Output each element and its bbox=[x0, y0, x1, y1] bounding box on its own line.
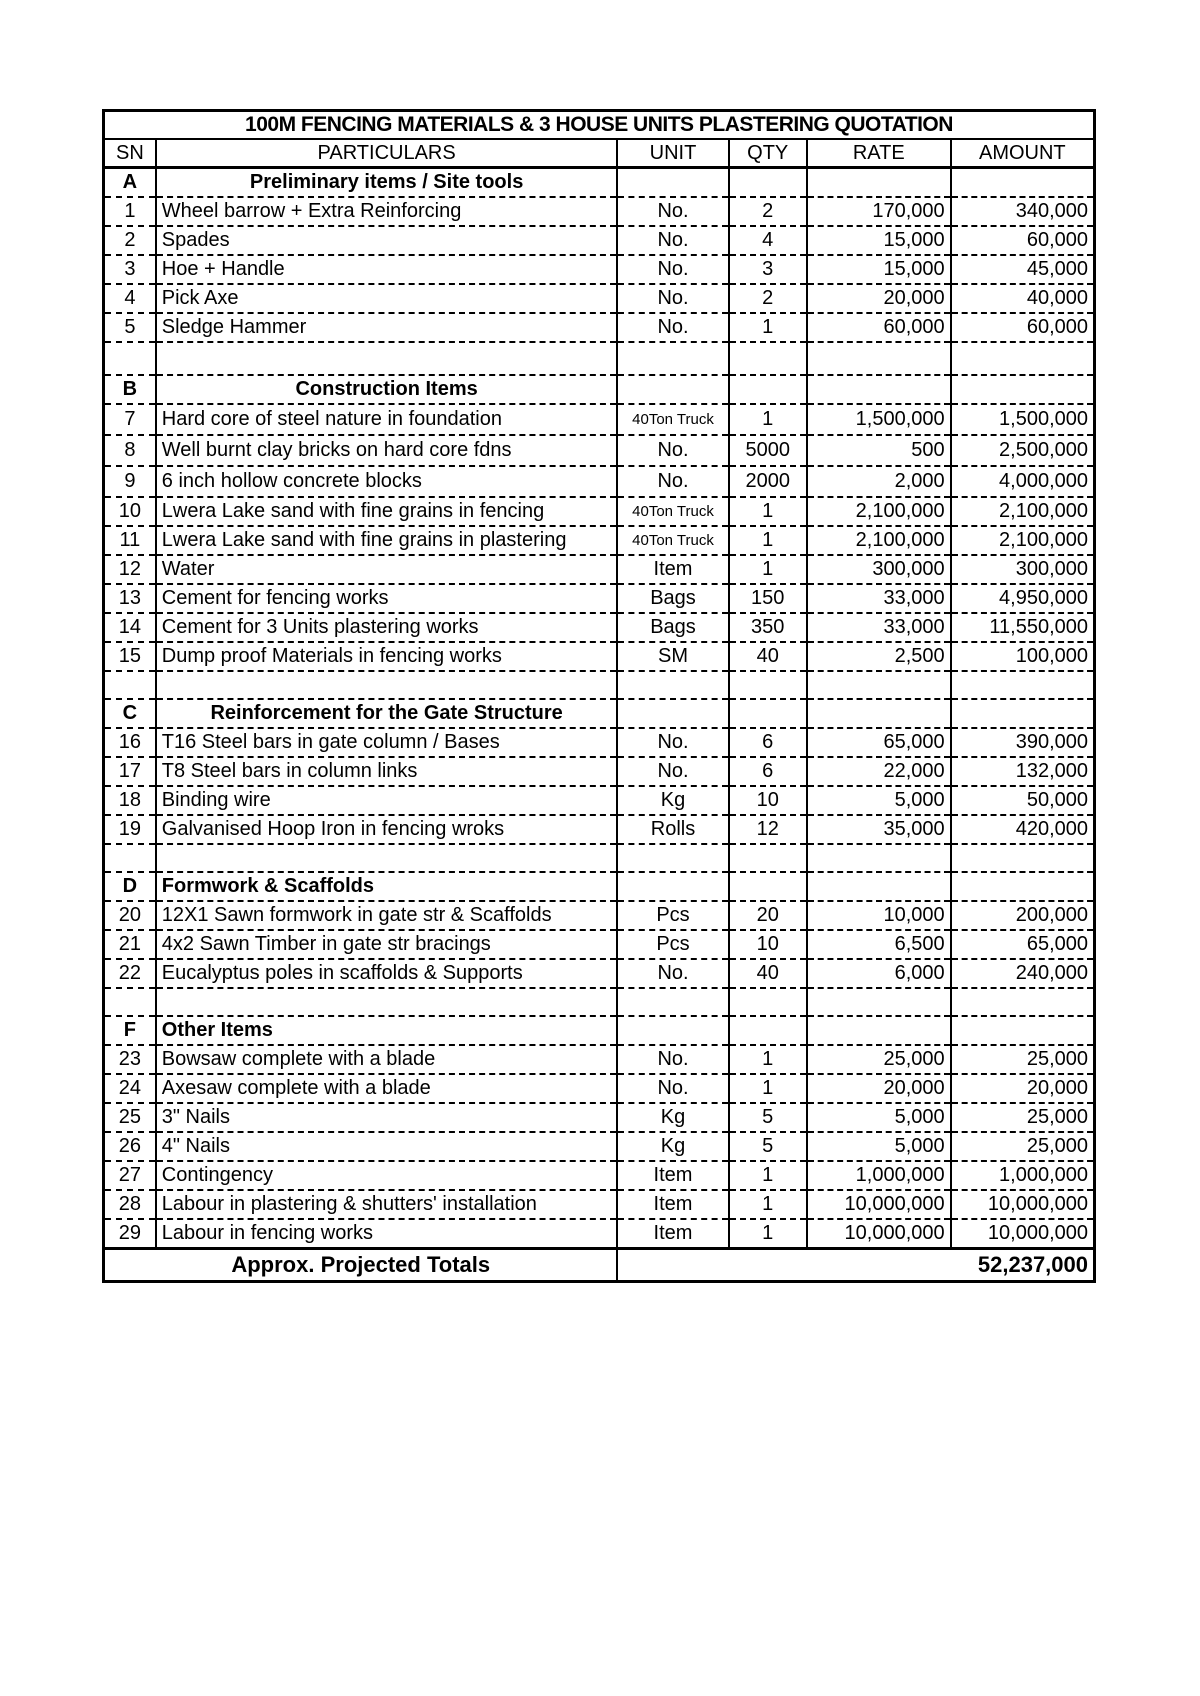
item-rate: 2,100,000 bbox=[807, 526, 951, 555]
item-particulars: Labour in fencing works bbox=[156, 1219, 618, 1249]
table-row bbox=[104, 786, 1095, 815]
item-sn: 24 bbox=[104, 1074, 156, 1103]
item-rate: 2,000 bbox=[807, 466, 951, 497]
table-row bbox=[104, 1103, 1095, 1132]
section-row-f bbox=[104, 1016, 1095, 1045]
item-particulars: Axesaw complete with a blade bbox=[156, 1074, 618, 1103]
blank-row bbox=[104, 342, 1095, 375]
item-rate: 2,500 bbox=[807, 642, 951, 671]
item-rate: 10,000,000 bbox=[807, 1219, 951, 1249]
item-sn: 17 bbox=[104, 757, 156, 786]
item-unit: No. bbox=[617, 255, 728, 284]
item-particulars: Lwera Lake sand with fine grains in fencing bbox=[156, 497, 618, 526]
item-particulars: Well burnt clay bricks on hard core fdns bbox=[156, 435, 618, 466]
table-row bbox=[104, 757, 1095, 786]
item-particulars: Cement for 3 Units plastering works bbox=[156, 613, 618, 642]
table-row bbox=[104, 728, 1095, 757]
header-qty: QTY bbox=[729, 139, 807, 168]
item-sn: 12 bbox=[104, 555, 156, 584]
item-unit: Pcs bbox=[617, 901, 728, 930]
item-sn: 2 bbox=[104, 226, 156, 255]
item-amount: 340,000 bbox=[951, 197, 1095, 226]
item-amount: 10,000,000 bbox=[951, 1219, 1095, 1249]
item-amount: 390,000 bbox=[951, 728, 1095, 757]
item-amount: 240,000 bbox=[951, 959, 1095, 988]
item-qty: 4 bbox=[729, 226, 807, 255]
item-unit: No. bbox=[617, 466, 728, 497]
item-rate: 15,000 bbox=[807, 255, 951, 284]
table-row bbox=[104, 1190, 1095, 1219]
table-row bbox=[104, 959, 1095, 988]
item-sn: 8 bbox=[104, 435, 156, 466]
item-qty: 6 bbox=[729, 757, 807, 786]
item-unit: No. bbox=[617, 757, 728, 786]
item-amount: 2,100,000 bbox=[951, 497, 1095, 526]
item-amount: 100,000 bbox=[951, 642, 1095, 671]
item-rate: 1,500,000 bbox=[807, 404, 951, 435]
item-unit: No. bbox=[617, 226, 728, 255]
item-qty: 12 bbox=[729, 815, 807, 844]
item-sn: 19 bbox=[104, 815, 156, 844]
table-row bbox=[104, 313, 1095, 342]
table-row bbox=[104, 435, 1095, 466]
item-amount: 200,000 bbox=[951, 901, 1095, 930]
item-rate: 20,000 bbox=[807, 1074, 951, 1103]
item-sn: 3 bbox=[104, 255, 156, 284]
item-unit: Kg bbox=[617, 786, 728, 815]
item-unit: Kg bbox=[617, 1103, 728, 1132]
item-particulars: Cement for fencing works bbox=[156, 584, 618, 613]
item-amount: 20,000 bbox=[951, 1074, 1095, 1103]
table-row bbox=[104, 1161, 1095, 1190]
item-unit: No. bbox=[617, 313, 728, 342]
item-amount: 65,000 bbox=[951, 930, 1095, 959]
table-row bbox=[104, 226, 1095, 255]
item-sn: 20 bbox=[104, 901, 156, 930]
item-amount: 40,000 bbox=[951, 284, 1095, 313]
item-unit: No. bbox=[617, 1045, 728, 1074]
item-rate: 60,000 bbox=[807, 313, 951, 342]
item-qty: 1 bbox=[729, 1074, 807, 1103]
table-row bbox=[104, 404, 1095, 435]
item-particulars: T16 Steel bars in gate column / Bases bbox=[156, 728, 618, 757]
item-qty: 40 bbox=[729, 642, 807, 671]
item-sn: 13 bbox=[104, 584, 156, 613]
item-sn: 23 bbox=[104, 1045, 156, 1074]
item-particulars: Pick Axe bbox=[156, 284, 618, 313]
blank-row bbox=[104, 844, 1095, 872]
table-row bbox=[104, 1132, 1095, 1161]
item-unit: Item bbox=[617, 1219, 728, 1249]
section-title: Preliminary items / Site tools bbox=[156, 168, 618, 198]
item-particulars: 4" Nails bbox=[156, 1132, 618, 1161]
table-row bbox=[104, 930, 1095, 959]
item-sn: 25 bbox=[104, 1103, 156, 1132]
item-sn: 22 bbox=[104, 959, 156, 988]
item-amount: 132,000 bbox=[951, 757, 1095, 786]
section-code: B bbox=[104, 375, 156, 404]
item-rate: 35,000 bbox=[807, 815, 951, 844]
item-unit: Rolls bbox=[617, 815, 728, 844]
item-sn: 7 bbox=[104, 404, 156, 435]
item-sn: 4 bbox=[104, 284, 156, 313]
item-rate: 5,000 bbox=[807, 1103, 951, 1132]
section-title: Construction Items bbox=[156, 375, 618, 404]
item-unit: SM bbox=[617, 642, 728, 671]
item-unit: No. bbox=[617, 284, 728, 313]
item-rate: 300,000 bbox=[807, 555, 951, 584]
item-amount: 2,100,000 bbox=[951, 526, 1095, 555]
item-particulars: Hoe + Handle bbox=[156, 255, 618, 284]
blank-row bbox=[104, 671, 1095, 699]
section-code: C bbox=[104, 699, 156, 728]
item-qty: 1 bbox=[729, 497, 807, 526]
item-qty: 2 bbox=[729, 284, 807, 313]
item-sn: 10 bbox=[104, 497, 156, 526]
item-rate: 6,000 bbox=[807, 959, 951, 988]
item-qty: 40 bbox=[729, 959, 807, 988]
item-sn: 11 bbox=[104, 526, 156, 555]
item-sn: 18 bbox=[104, 786, 156, 815]
item-sn: 26 bbox=[104, 1132, 156, 1161]
section-code: A bbox=[104, 168, 156, 198]
item-particulars: Water bbox=[156, 555, 618, 584]
section-title: Reinforcement for the Gate Structure bbox=[156, 699, 618, 728]
item-sn: 5 bbox=[104, 313, 156, 342]
item-unit: Bags bbox=[617, 613, 728, 642]
item-particulars: Labour in plastering & shutters' installation bbox=[156, 1190, 618, 1219]
table-row bbox=[104, 613, 1095, 642]
item-particulars: Bowsaw complete with a blade bbox=[156, 1045, 618, 1074]
section-row-c bbox=[104, 699, 1095, 728]
item-particulars: Hard core of steel nature in foundation bbox=[156, 404, 618, 435]
item-particulars: Dump proof Materials in fencing works bbox=[156, 642, 618, 671]
table-row bbox=[104, 255, 1095, 284]
header-amount: AMOUNT bbox=[951, 139, 1095, 168]
item-rate: 170,000 bbox=[807, 197, 951, 226]
item-unit: No. bbox=[617, 197, 728, 226]
header-sn: SN bbox=[104, 139, 156, 168]
item-qty: 2000 bbox=[729, 466, 807, 497]
item-particulars: Contingency bbox=[156, 1161, 618, 1190]
item-amount: 25,000 bbox=[951, 1045, 1095, 1074]
item-rate: 500 bbox=[807, 435, 951, 466]
item-particulars: Spades bbox=[156, 226, 618, 255]
item-unit: Item bbox=[617, 1190, 728, 1219]
table-row bbox=[104, 466, 1095, 497]
item-sn: 16 bbox=[104, 728, 156, 757]
item-qty: 1 bbox=[729, 555, 807, 584]
table-row bbox=[104, 526, 1095, 555]
section-code: F bbox=[104, 1016, 156, 1045]
table-row bbox=[104, 815, 1095, 844]
item-qty: 10 bbox=[729, 930, 807, 959]
item-unit: No. bbox=[617, 728, 728, 757]
item-amount: 1,000,000 bbox=[951, 1161, 1095, 1190]
item-sn: 27 bbox=[104, 1161, 156, 1190]
item-amount: 60,000 bbox=[951, 313, 1095, 342]
item-particulars: Eucalyptus poles in scaffolds & Supports bbox=[156, 959, 618, 988]
item-unit: Kg bbox=[617, 1132, 728, 1161]
item-sn: 15 bbox=[104, 642, 156, 671]
section-code: D bbox=[104, 872, 156, 901]
item-amount: 60,000 bbox=[951, 226, 1095, 255]
table-row bbox=[104, 284, 1095, 313]
total-label: Approx. Projected Totals bbox=[104, 1249, 618, 1282]
item-qty: 1 bbox=[729, 313, 807, 342]
item-unit: No. bbox=[617, 1074, 728, 1103]
quotation-title: 100M FENCING MATERIALS & 3 HOUSE UNITS PLASTERING QUOTATION bbox=[104, 111, 1095, 140]
total-row bbox=[104, 1249, 1095, 1282]
item-rate: 10,000 bbox=[807, 901, 951, 930]
item-qty: 6 bbox=[729, 728, 807, 757]
item-qty: 20 bbox=[729, 901, 807, 930]
item-qty: 5 bbox=[729, 1132, 807, 1161]
item-sn: 9 bbox=[104, 466, 156, 497]
item-amount: 25,000 bbox=[951, 1103, 1095, 1132]
table-row bbox=[104, 497, 1095, 526]
table-row bbox=[104, 901, 1095, 930]
item-unit: 40Ton Truck bbox=[617, 404, 728, 435]
item-qty: 1 bbox=[729, 526, 807, 555]
item-rate: 33,000 bbox=[807, 584, 951, 613]
item-particulars: 12X1 Sawn formwork in gate str & Scaffolds bbox=[156, 901, 618, 930]
item-unit: No. bbox=[617, 959, 728, 988]
item-particulars: 3" Nails bbox=[156, 1103, 618, 1132]
item-rate: 15,000 bbox=[807, 226, 951, 255]
item-particulars: Lwera Lake sand with fine grains in plastering bbox=[156, 526, 618, 555]
item-qty: 10 bbox=[729, 786, 807, 815]
section-row-d bbox=[104, 872, 1095, 901]
item-qty: 350 bbox=[729, 613, 807, 642]
item-rate: 65,000 bbox=[807, 728, 951, 757]
section-row-b bbox=[104, 375, 1095, 404]
item-qty: 5 bbox=[729, 1103, 807, 1132]
item-particulars: 4x2 Sawn Timber in gate str bracings bbox=[156, 930, 618, 959]
item-rate: 22,000 bbox=[807, 757, 951, 786]
item-rate: 20,000 bbox=[807, 284, 951, 313]
quotation-sheet bbox=[102, 109, 1096, 1283]
item-amount: 300,000 bbox=[951, 555, 1095, 584]
item-particulars: Galvanised Hoop Iron in fencing wroks bbox=[156, 815, 618, 844]
header-unit: UNIT bbox=[617, 139, 728, 168]
item-unit: Pcs bbox=[617, 930, 728, 959]
item-amount: 2,500,000 bbox=[951, 435, 1095, 466]
item-qty: 1 bbox=[729, 1045, 807, 1074]
item-sn: 14 bbox=[104, 613, 156, 642]
item-amount: 1,500,000 bbox=[951, 404, 1095, 435]
header-particulars: PARTICULARS bbox=[156, 139, 618, 168]
total-amount: 52,237,000 bbox=[617, 1249, 1094, 1282]
item-rate: 5,000 bbox=[807, 1132, 951, 1161]
item-unit: Item bbox=[617, 555, 728, 584]
item-unit: 40Ton Truck bbox=[617, 526, 728, 555]
item-sn: 28 bbox=[104, 1190, 156, 1219]
item-particulars: T8 Steel bars in column links bbox=[156, 757, 618, 786]
item-unit: No. bbox=[617, 435, 728, 466]
header-rate: RATE bbox=[807, 139, 951, 168]
item-sn: 21 bbox=[104, 930, 156, 959]
table-row bbox=[104, 584, 1095, 613]
item-amount: 4,000,000 bbox=[951, 466, 1095, 497]
blank-row bbox=[104, 988, 1095, 1016]
item-rate: 6,500 bbox=[807, 930, 951, 959]
header-row bbox=[104, 139, 1095, 168]
item-qty: 5000 bbox=[729, 435, 807, 466]
item-particulars: Sledge Hammer bbox=[156, 313, 618, 342]
item-qty: 1 bbox=[729, 1190, 807, 1219]
table-row bbox=[104, 197, 1095, 226]
item-particulars: Binding wire bbox=[156, 786, 618, 815]
item-rate: 2,100,000 bbox=[807, 497, 951, 526]
item-amount: 25,000 bbox=[951, 1132, 1095, 1161]
item-qty: 1 bbox=[729, 1219, 807, 1249]
section-row-a bbox=[104, 168, 1095, 198]
item-unit: 40Ton Truck bbox=[617, 497, 728, 526]
item-amount: 45,000 bbox=[951, 255, 1095, 284]
item-rate: 1,000,000 bbox=[807, 1161, 951, 1190]
title-row bbox=[104, 111, 1095, 140]
item-amount: 10,000,000 bbox=[951, 1190, 1095, 1219]
item-particulars: Wheel barrow + Extra Reinforcing bbox=[156, 197, 618, 226]
item-amount: 420,000 bbox=[951, 815, 1095, 844]
item-sn: 1 bbox=[104, 197, 156, 226]
table-row bbox=[104, 1219, 1095, 1249]
item-rate: 33,000 bbox=[807, 613, 951, 642]
item-rate: 25,000 bbox=[807, 1045, 951, 1074]
item-unit: Bags bbox=[617, 584, 728, 613]
quotation-table bbox=[102, 109, 1096, 1283]
item-qty: 150 bbox=[729, 584, 807, 613]
section-title: Formwork & Scaffolds bbox=[156, 872, 618, 901]
item-qty: 1 bbox=[729, 404, 807, 435]
item-amount: 50,000 bbox=[951, 786, 1095, 815]
item-qty: 1 bbox=[729, 1161, 807, 1190]
item-particulars: 6 inch hollow concrete blocks bbox=[156, 466, 618, 497]
item-amount: 4,950,000 bbox=[951, 584, 1095, 613]
item-amount: 11,550,000 bbox=[951, 613, 1095, 642]
table-row bbox=[104, 1074, 1095, 1103]
item-rate: 5,000 bbox=[807, 786, 951, 815]
item-unit: Item bbox=[617, 1161, 728, 1190]
table-row bbox=[104, 642, 1095, 671]
table-row bbox=[104, 555, 1095, 584]
section-title: Other Items bbox=[156, 1016, 618, 1045]
item-qty: 2 bbox=[729, 197, 807, 226]
table-row bbox=[104, 1045, 1095, 1074]
item-qty: 3 bbox=[729, 255, 807, 284]
item-rate: 10,000,000 bbox=[807, 1190, 951, 1219]
item-sn: 29 bbox=[104, 1219, 156, 1249]
